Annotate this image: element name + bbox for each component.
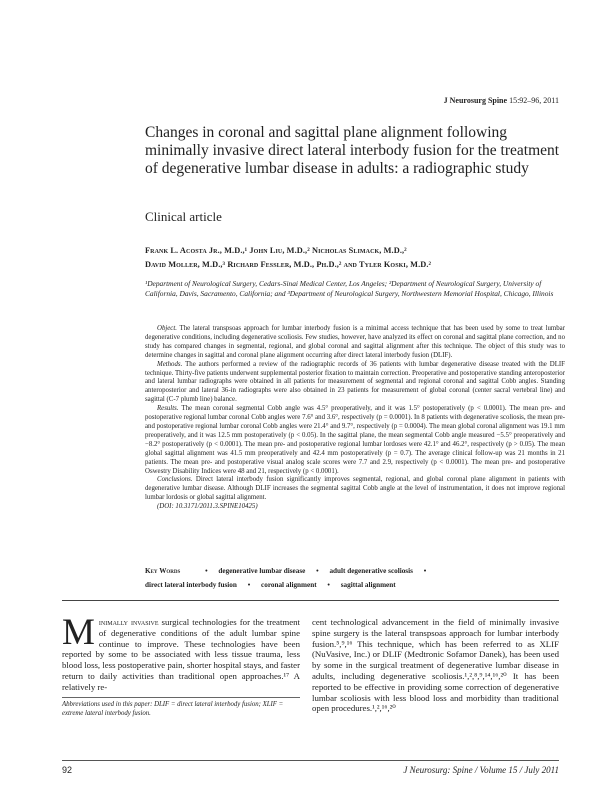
body-column-left <box>62 612 300 693</box>
drop-cap: M <box>62 612 95 653</box>
body-column-right: cent technological advancement in the field of minimally invasive spine surgery is the lateral transpsoas approach for lumbar interbody fusion.⁵,⁹,¹⁶ This technique, which has been referred to as XLIF (NuVasive, Inc.) or DLIF (Medtronic Sofamor Danek), has been used by some in the surgical treatment of degenerative lumbar disease in adults, including degenerative scoliosis.¹,²,⁸,⁹,¹⁴,¹⁶,²⁰ It has been reported to be effective in providing some correction of degenerative lumbar scoliosis with less blood loss and morbidity than traditional open procedures.¹,²,¹⁶,²⁰ <box>312 617 559 714</box>
abstract-doi <box>145 503 565 512</box>
section-divider <box>62 600 559 601</box>
keywords-label: Key Words <box>145 567 181 575</box>
keyword-bullet: • <box>423 567 427 575</box>
article-type: Clinical article <box>145 209 222 224</box>
keyword-bullet: • <box>316 567 319 575</box>
methods-text: The authors performed a review of the radiographic records of 36 patients with lumbar degenerative disease treated with the DLIF technique. Thirty-five patients underwent supplemental posterior fixation to maintain correction. Preoperative and postoperative standing anteroposterior and lateral lumbar radiographs were obtained in all patients for measurement of segmental and regional coronal and sagittal Cobb angles. Standing anteroposterior and lateral 36-in radiographs were also obtained in 23 patients for measurement of global coronal (center sacral vertebral line) and sagittal (C-7 plumb line) balance. <box>145 360 565 404</box>
keywords <box>145 564 565 592</box>
footnote-divider <box>62 697 300 698</box>
conclusions-text: Direct lateral interbody fusion significantly improves segmental, regional, and global coronal plane alignment in patients with degenerative lumbar disease. Although DLIF increases the segmental sagittal Cobb angle at the level of instrumentation, it does not improve regional lumbar lordosis or global sagittal alignment. <box>145 476 565 502</box>
keyword-item: sagittal alignment <box>340 581 396 589</box>
article-title: Changes in coronal and sagittal plane alignment following minimally invasive direct lateral interbody fusion for the treatment of degenerative lumbar disease in adults: a radiographic study <box>145 124 560 177</box>
keywords-line-2 <box>145 578 565 592</box>
keywords-line-1 <box>145 564 565 578</box>
object-text: The lateral transpsoas approach for lumbar interbody fusion is a minimal access technique that has been used by some to treat lumbar degenerative conditions, including degenerative scoliosis. Few studies, however, have analyzed its effect on coronal and sagittal plane correction, and no study has compared changes in segmental, regional, and global coronal and sagittal alignment after this technique. The object of this study was to determine changes in sagittal and coronal plane alignment occurring after direct lateral interbody fusion (DLIF). <box>145 325 565 359</box>
affiliations: ¹Department of Neurological Surgery, Cedars-Sinai Medical Center, Los Angeles; ²Department of Neurological Surgery, University of California, Davis, Sacramento, California; and ³Department of Neurological Surgery, Northwestern Memorial Hospital, Chicago, Illinois <box>145 279 554 298</box>
abstract <box>145 325 565 512</box>
page-number: 92 <box>62 765 73 775</box>
abstract-conclusions <box>145 476 565 503</box>
authors-line-2: David Moller, M.D.,³ Richard Fessler, M.D., Ph.D.,² and Tyler Koski, M.D.² <box>145 260 432 269</box>
abbreviations-footnote: Abbreviations used in this paper: DLIF = direct lateral interbody fusion; XLIF = extreme lateral interbody fusion. <box>62 701 284 717</box>
journal-footer: J Neurosurg: Spine / Volume 15 / July 2011 <box>403 765 559 775</box>
doi-text: (DOI: 10.3171/2011.3.SPINE10425) <box>157 503 258 511</box>
keyword-bullet: • <box>327 581 330 589</box>
keyword-bullet: • <box>247 581 251 589</box>
abstract-methods <box>145 361 565 406</box>
abstract-results <box>145 405 565 476</box>
results-text: The mean coronal segmental Cobb angle was 4.5° preoperatively, and it was 1.5° postoperatively (p < 0.0001). The mean pre- and postoperative regional lumbar coronal Cobb angles were 7.6° and 3.6°, respectively (p = 0.0001). In 8 patients with degenerative scoliosis, the mean pre- and postoperative regional lumbar coronal Cobb angles were 21.4° and 9.7°, respectively (p = 0.0004). The mean global coronal alignment was 19.1 mm preoperatively, and it was 12.5 mm postoperatively (p < 0.05). In the sagittal plane, the mean segmental Cobb angle measured −5.5° preoperatively and −8.2° postoperatively (p < 0.0001). The mean pre- and postoperative regional lumbar lordoses were 42.1° and 46.2°, respectively (p > 0.05). The mean global sagittal alignment was 41.5 mm preoperatively and 42.4 mm postoperatively (p = 0.7). The average clinical follow-up was 21 months in 21 patients. The mean pre- and postoperative visual analog scale scores were 7.7 and 2.9, respectively (p < 0.0001). The mean pre- and postoperative Oswestry Disability Indices were 48 and 21, respectively (p < 0.0001). <box>145 405 565 475</box>
keyword-item: coronal alignment <box>261 581 317 589</box>
keyword-item: degenerative lumbar disease <box>218 567 306 575</box>
intro-lead: inimally invasive <box>98 617 159 627</box>
results-label: Results. <box>157 405 179 413</box>
running-header <box>409 96 559 105</box>
authors-line-1: Frank L. Acosta Jr., M.D.,¹ John Liu, M.D.,² Nicholas Slimack, M.D.,² <box>145 246 407 255</box>
methods-label: Methods. <box>157 360 183 368</box>
keyword-item: adult degenerative scoliosis <box>329 567 413 575</box>
intro-text: surgical technologies for the treatment of degenerative conditions of the adult lumbar spine continue to improve. These technologies have been reported by some to be associated with less tissue trauma, less blood loss, less postoperative pain, shorter hospital stays, and faster return to daily activities than traditional open approaches.¹⁷ A relatively re- <box>62 617 300 692</box>
footer-divider <box>62 760 559 761</box>
object-label: Object. <box>157 325 177 332</box>
keyword-item: direct lateral interbody fusion <box>145 581 237 589</box>
abstract-object <box>145 325 565 361</box>
conclusions-label: Conclusions. <box>157 476 193 484</box>
header-journal: J Neurosurg Spine <box>443 96 508 105</box>
header-citation: 15:92–96, 2011 <box>509 96 559 105</box>
author-list <box>145 244 565 272</box>
keyword-bullet: • <box>205 567 208 575</box>
